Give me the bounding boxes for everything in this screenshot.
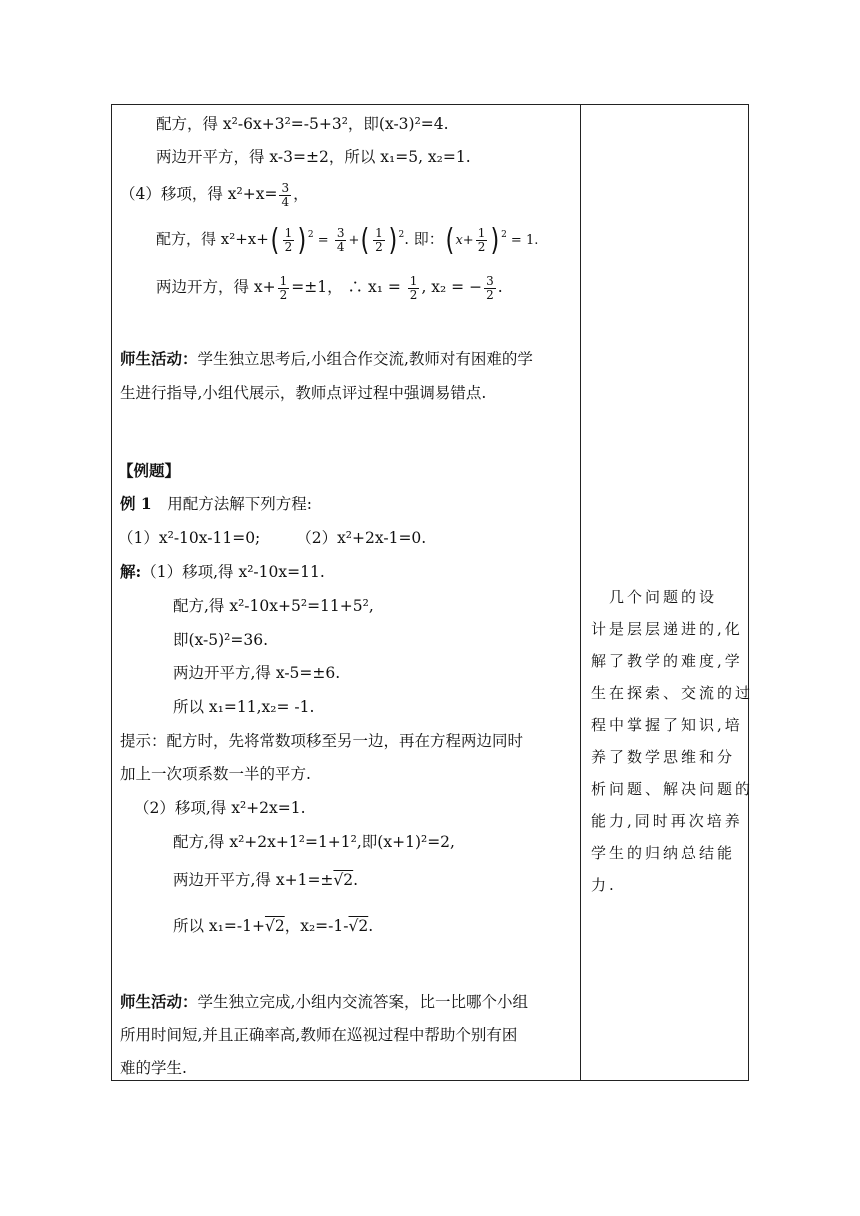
solution-2-line-2: 配方,得 x²+2x+1²=1+1²,即(x+1)²=2,	[173, 833, 455, 851]
activity-2-line-c: 难的学生.	[120, 1059, 187, 1077]
solution-1-line-1: 解:（1）移项,得 x²-10x=11.	[120, 562, 325, 581]
side-note-line: 计是层层递进的,化	[591, 620, 743, 638]
solution-2-line-3: 两边开平方,得 x+1=±√2.	[173, 871, 359, 889]
line-1: 配方，得 x²-6x+3²=-5+3²，即(x-3)²=4.	[156, 115, 449, 133]
line-2: 两边开平方，得 x-3=±2，所以 x₁=5, x₂=1.	[156, 148, 471, 166]
side-note-line: 析问题、解决问题的	[591, 780, 754, 798]
side-note-line: 生在探索、交流的过	[591, 684, 754, 702]
activity-2-line-b: 所用时间短,并且正确率高,教师在巡视过程中帮助个别有困	[120, 1026, 518, 1044]
activity-2-line-a: 师生活动：学生独立完成,小组内交流答案，比一比哪个小组	[120, 992, 528, 1011]
activity-1-line-b: 生进行指导,小组代展示，教师点评过程中强调易错点.	[120, 384, 487, 402]
solution-2-line-4: 所以 x₁=-1+√2，x₂=-1-√2.	[173, 917, 374, 935]
solution-1-line-3: 即(x-5)²=36.	[173, 631, 269, 649]
lesson-table	[111, 104, 754, 1081]
line-4: 配方，得 x²+x+ ( $\frac{1}{2}$ ) 2 = $\frac{3}{4}$ + ( $\frac{1}{2}$ ) 2 . 即： ( x + $\frac{1}{2}$ ) 2 = 1.	[156, 222, 539, 258]
solution-2-line-1: （2）移项,得 x²+2x=1.	[134, 799, 306, 817]
hint-line-b: 加上一次项系数一半的平方.	[120, 765, 311, 783]
side-note-line: 养了数学思维和分	[591, 748, 736, 766]
activity-1-line-a: 师生活动：学生独立思考后,小组合作交流,教师对有困难的学	[120, 349, 533, 368]
solution-1-line-5: 所以 x₁=11,x₂= -1.	[173, 698, 315, 716]
line-5: 两边开方，得 x+ $\frac{1}{2}$ =±1， ∴ x₁ = $\frac{1}{2}$ , x₂ = − $\frac{3}{2}$ .	[156, 273, 503, 302]
side-note-line: 几个问题的设	[591, 588, 718, 606]
side-note-line: 力.	[591, 876, 617, 894]
side-note-line: 能力,同时再次培养	[591, 812, 743, 830]
example-1-title: 例 1 用配方法解下列方程:	[120, 494, 312, 513]
example-heading: 【例题】	[118, 461, 181, 480]
column-divider	[580, 105, 581, 1080]
hint-line-a: 提示：配方时，先将常数项移至另一边，再在方程两边同时	[120, 732, 524, 750]
side-note-line: 程中掌握了知识,培	[591, 716, 743, 734]
example-1-equations: （1）x²-10x-11=0; （2）x²+2x-1=0.	[118, 529, 427, 547]
solution-1-line-2: 配方,得 x²-10x+5²=11+5²,	[173, 597, 374, 615]
line-3: （4）移项，得 x²+x= $\frac{3}{4}$ ，	[120, 180, 309, 209]
side-note-line: 解了教学的难度,学	[591, 652, 743, 670]
side-note-line: 学生的归纳总结能	[591, 844, 736, 862]
solution-1-line-4: 两边开平方,得 x-5=±6.	[173, 664, 341, 682]
